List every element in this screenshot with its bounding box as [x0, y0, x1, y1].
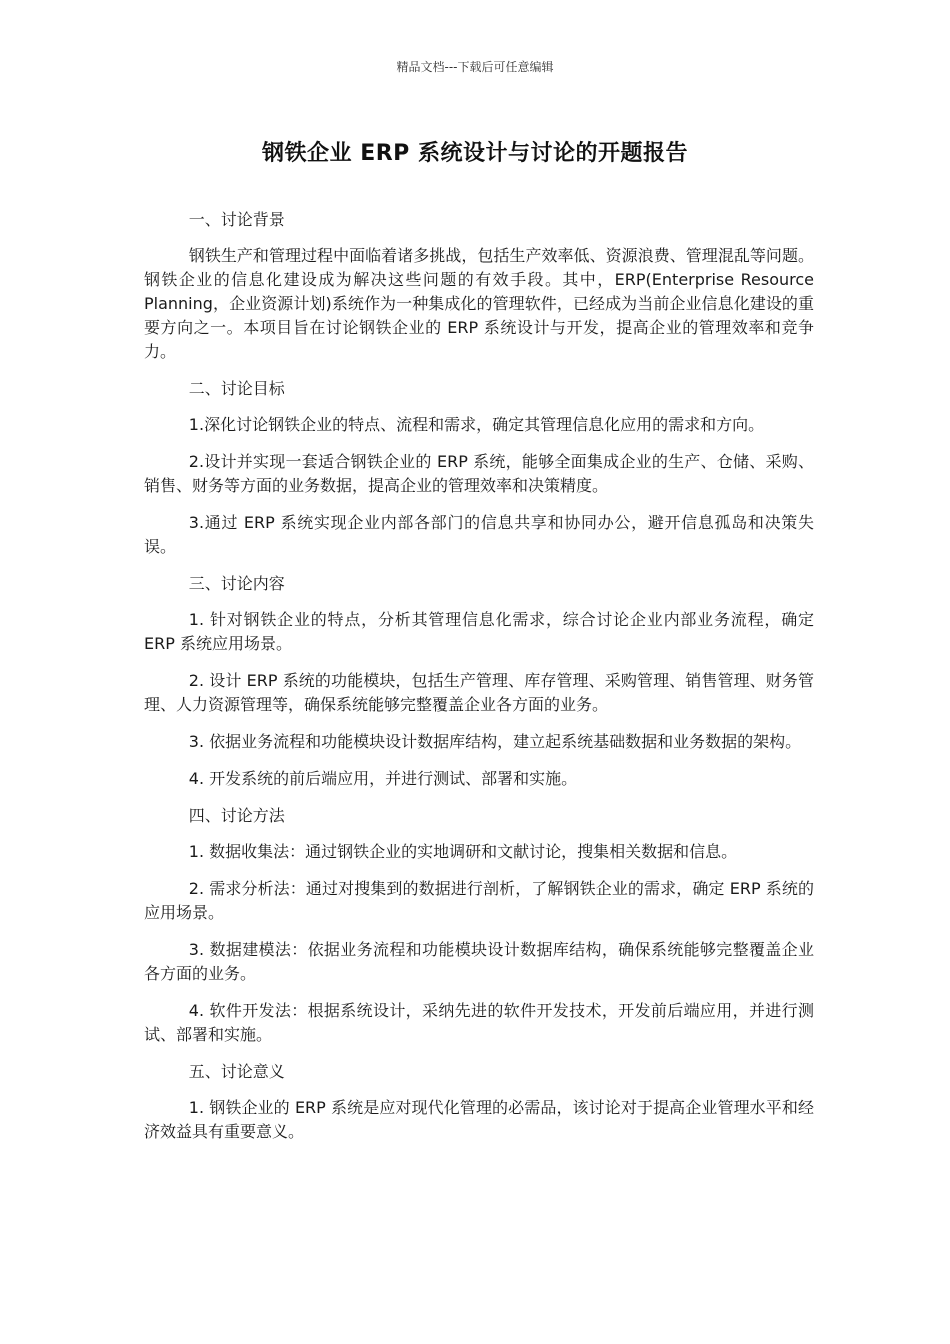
- section-heading-goals: 二、讨论目标: [188, 379, 285, 398]
- method-item: 1. 数据收集法：通过钢铁企业的实地调研和文献讨论，搜集相关数据和信息。: [188, 842, 738, 861]
- content-item: 3. 依据业务流程和功能模块设计数据库结构，建立起系统基础数据和业务数据的架构。: [188, 732, 802, 751]
- goal-item: 1.深化讨论钢铁企业的特点、流程和需求，确定其管理信息化应用的需求和方向。: [188, 415, 765, 434]
- method-item: 4. 软件开发法：根据系统设计，采纳先进的软件开发技术，开发前后端应用，并进行测试、部署和实施。: [144, 1001, 814, 1044]
- section-heading-methods: 四、讨论方法: [188, 806, 285, 825]
- significance-item: 1. 钢铁企业的 ERP 系统是应对现代化管理的必需品，该讨论对于提高企业管理水平和经济效益具有重要意义。: [144, 1098, 814, 1141]
- method-item: 3. 数据建模法：依据业务流程和功能模块设计数据库结构，确保系统能够完整覆盖企业各方面的业务。: [144, 940, 814, 983]
- content-item: 4. 开发系统的前后端应用，并进行测试、部署和实施。: [188, 769, 578, 788]
- goal-item: 2.设计并实现一套适合钢铁企业的 ERP 系统，能够全面集成企业的生产、仓储、采购、销售、财务等方面的业务数据，提高企业的管理效率和决策精度。: [144, 452, 814, 495]
- section-heading-significance: 五、讨论意义: [188, 1062, 285, 1081]
- content-item: 1. 针对钢铁企业的特点，分析其管理信息化需求，综合讨论企业内部业务流程，确定 ERP 系统应用场景。: [144, 610, 814, 653]
- document-body: [144, 208, 814, 1157]
- method-item: 2. 需求分析法：通过对搜集到的数据进行剖析，了解钢铁企业的需求，确定 ERP 系统的应用场景。: [144, 879, 814, 922]
- section-heading-content: 三、讨论内容: [188, 574, 285, 593]
- header-note: 精品文档---下载后可任意编辑: [396, 60, 554, 74]
- goal-item: 3.通过 ERP 系统实现企业内部各部门的信息共享和协同办公，避开信息孤岛和决策失误。: [144, 513, 814, 556]
- section-heading-background: 一、讨论背景: [188, 210, 285, 229]
- content-item: 2. 设计 ERP 系统的功能模块，包括生产管理、库存管理、采购管理、销售管理、财务管理、人力资源管理等，确保系统能够完整覆盖企业各方面的业务。: [144, 671, 814, 714]
- document-title: 钢铁企业 ERP 系统设计与讨论的开题报告: [262, 141, 688, 166]
- background-paragraph: 钢铁生产和管理过程中面临着诸多挑战，包括生产效率低、资源浪费、管理混乱等问题。钢铁企业的信息化建设成为解决这些问题的有效手段。其中，ERP(Enterprise Resource Planning，企业资源计划)系统作为一种集成化的管理软件，已经成为当前企业信息化建设的重要方向之一。本项目旨在讨论钢铁企业的 ERP 系统设计与开发，提高企业的管理效率和竞争力。: [144, 246, 814, 361]
